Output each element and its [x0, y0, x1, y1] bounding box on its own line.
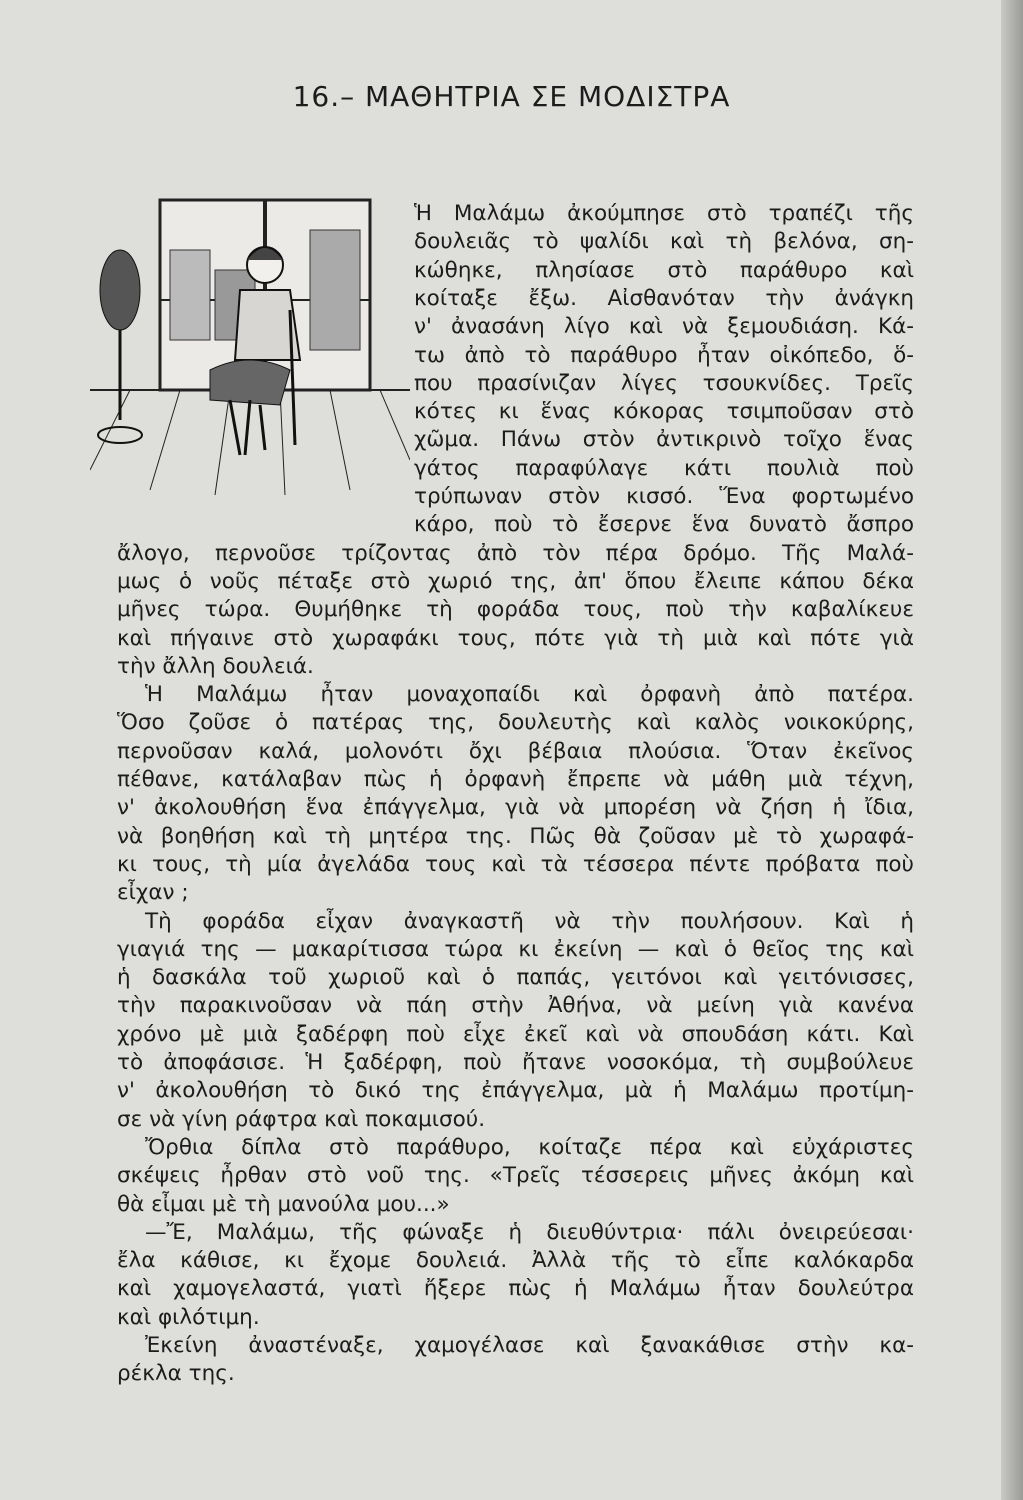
- text-line: ἔλα κάθισε, κι ἔχομε δουλειά. Ἀλλὰ τῆς τὸ εἶπε καλόκαρδα: [117, 1248, 914, 1274]
- text-line: ν' ἀνασάνη λίγο καὶ νὰ ξεμουδιάση. Κά-: [414, 314, 914, 340]
- text-line: ρέκλα της.: [117, 1361, 235, 1387]
- text-line: χρόνο μὲ μιὰ ξαδέρφη ποὺ εἶχε ἐκεῖ καὶ νὰ σπουδάση κάτι. Καὶ: [117, 1021, 914, 1047]
- text-line: καὶ φιλότιμη.: [117, 1304, 260, 1330]
- text-line: τρύπωναν στὸν κισσό. Ἕνα φορτωμένο: [414, 484, 914, 509]
- text-line: καὶ πήγαινε στὸ χωραφάκι τους, πότε γιὰ τὴ μιὰ καὶ πότε γιὰ: [117, 625, 914, 651]
- text-line: θὰ εἶμαι μὲ τὴ μανούλα μου...»: [117, 1191, 450, 1217]
- text-line: τὸ ἀποφάσισε. Ἡ ξαδέρφη, ποὺ ἤτανε νοσοκόμα, τὴ συμβούλευε: [117, 1050, 914, 1075]
- text-line: ἄλογο, περνοῦσε τρίζοντας ἀπὸ τὸν πέρα δρόμο. Τῆς Μαλά-: [117, 540, 914, 566]
- text-line: περνοῦσαν καλά, μολονότι ὄχι βέβαια πλούσια. Ὅταν ἐκεῖνος: [117, 738, 914, 764]
- text-line: Ὅσο ζοῦσε ὁ πατέρας της, δουλευτὴς καὶ καλὸς νοικοκύρης,: [117, 710, 914, 736]
- text-line: τω ἀπὸ τὸ παράθυρο ἦταν οἰκόπεδο, ὅ-: [414, 342, 914, 368]
- text-line: που πρασίνιζαν λίγες τσουκνίδες. Τρεῖς: [414, 370, 914, 396]
- seamstress-illustration: [90, 190, 410, 500]
- text-line: εἶχαν ;: [117, 880, 189, 906]
- text-line: —Ἔ, Μαλάμω, τῆς φώναξε ἡ διευθύντρια· πάλι ὀνειρεύεσαι·: [145, 1219, 914, 1245]
- text-line: τὴν παρακινοῦσαν νὰ πάη στὴν Ἀθήνα, νὰ μείνη γιὰ κανένα: [117, 993, 914, 1019]
- text-line: ν' ἀκολουθήση ἕνα ἐπάγγελμα, γιὰ νὰ μπορέση νὰ ζήση ἡ ἴδια,: [117, 795, 914, 821]
- text-line: χῶμα. Πάνω στὸν ἀντικρινὸ τοῖχο ἕνας: [414, 427, 914, 453]
- text-line: σε νὰ γίνη ράφτρα καὶ ποκαμισού.: [117, 1106, 486, 1132]
- text-line: Ἡ Μαλάμω ἦταν μοναχοπαίδι καὶ ὀρφανὴ ἀπὸ πατέρα.: [145, 682, 914, 708]
- text-line: γιαγιά της — μακαρίτισσα τώρα κι ἐκείνη — καὶ ὁ θεῖος της καὶ: [117, 936, 914, 962]
- text-line: νὰ βοηθήση καὶ τὴ μητέρα της. Πῶς θὰ ζοῦσαν μὲ τὸ χωραφά-: [117, 823, 914, 849]
- text-line: καὶ χαμογελαστά, γιατὶ ἤξερε πὼς ἡ Μαλάμω ἦταν δουλεύτρα: [117, 1276, 914, 1302]
- text-line: μως ὁ νοῦς πέταξε στὸ χωριό της, ἀπ' ὅπου ἔλειπε κάπου δέκα: [117, 568, 914, 594]
- text-line: σκέψεις ἦρθαν στὸ νοῦ της. «Τρεῖς τέσσερεις μῆνες ἀκόμη καὶ: [117, 1163, 914, 1189]
- text-line: κοίταξε ἔξω. Αἰσθανόταν τὴν ἀνάγκη: [414, 285, 914, 311]
- text-line: κι τους, τὴ μία ἀγελάδα τους καὶ τὰ τέσσερα πέντε πρόβατα ποὺ: [117, 851, 914, 877]
- text-line: δουλειᾶς τὸ ψαλίδι καὶ τὴ βελόνα, ση-: [414, 229, 914, 255]
- text-line: Τὴ φοράδα εἶχαν ἀναγκαστῆ νὰ τὴν πουλήσουν. Καὶ ἡ: [145, 908, 914, 934]
- text-line: ν' ἀκολουθήση τὸ δικό της ἐπάγγελμα, μὰ ἡ Μαλάμω προτίμη-: [117, 1078, 914, 1104]
- text-line: μῆνες τώρα. Θυμήθηκε τὴ φοράδα τους, ποὺ τὴν καβαλίκευε: [117, 597, 914, 623]
- text-line: γάτος παραφύλαγε κάτι πουλιὰ ποὺ: [414, 455, 914, 481]
- text-line: κώθηκε, πλησίασε στὸ παράθυρο καὶ: [414, 257, 914, 283]
- text-line: κότες κι ἕνας κόκορας τσιμποῦσαν στὸ: [414, 399, 914, 425]
- text-line: Ἐκείνη ἀναστέναξε, χαμογέλασε καὶ ξανακάθισε στὴν κα-: [145, 1333, 914, 1358]
- text-line: Ἡ Μαλάμω ἀκούμπησε στὸ τραπέζι τῆς: [414, 201, 914, 226]
- text-line: κάρο, ποὺ τὸ ἔσερνε ἕνα δυνατὸ ἄσπρο: [414, 512, 914, 538]
- page-edge: [1001, 0, 1023, 1500]
- text-line: τὴν ἄλλη δουλειά.: [117, 653, 314, 679]
- text-line: Ὄρθια δίπλα στὸ παράθυρο, κοίταζε πέρα καὶ εὐχάριστες: [145, 1134, 914, 1160]
- text-line: πέθανε, κατάλαβαν πὼς ἡ ὀρφανὴ ἔπρεπε νὰ μάθη μιὰ τέχνη,: [117, 767, 914, 792]
- page-title: 16.– ΜΑΘΗΤΡΙΑ ΣΕ ΜΟΔΙΣΤΡΑ: [292, 80, 731, 113]
- text-line: ἡ δασκάλα τοῦ χωριοῦ καὶ ὁ παπάς, γειτόνοι καὶ γειτόνισσες,: [117, 965, 914, 991]
